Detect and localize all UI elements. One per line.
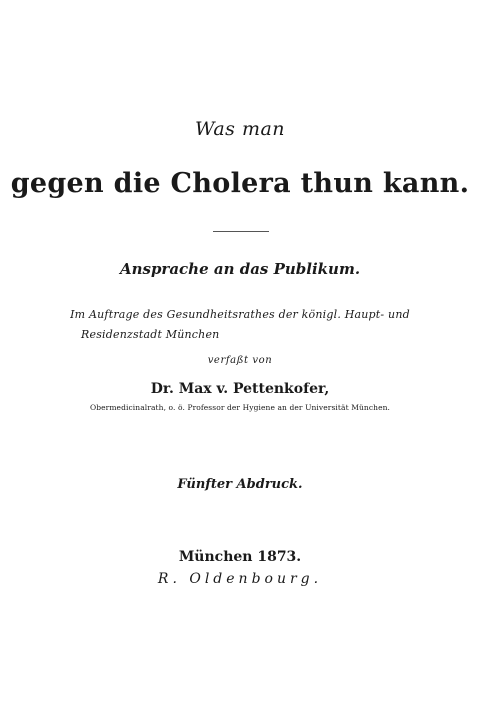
place-and-year: München 1873. <box>178 549 302 565</box>
publisher: R. Oldenbourg. <box>157 571 323 587</box>
edition-label: Fünfter Abdruck. <box>177 477 303 492</box>
author-titles: Obermedicinalrath, o. ö. Professor der Hygiene an der Universität München. <box>89 403 391 412</box>
title-line-1: Was man <box>194 118 286 140</box>
authored-by: verfaßt von <box>207 355 273 366</box>
author-name: Dr. Max v. Pettenkofer, <box>150 381 330 397</box>
commission-line-1: Im Auftrage des Gesundheitsrathes der königl. Haupt- und <box>70 308 410 321</box>
title-divider <box>213 231 269 232</box>
title-line-2: gegen die Cholera thun kann. <box>10 168 470 199</box>
subtitle: Ansprache an das Publikum. <box>119 260 361 278</box>
commission-line-2: Residenzstadt München <box>81 328 220 341</box>
